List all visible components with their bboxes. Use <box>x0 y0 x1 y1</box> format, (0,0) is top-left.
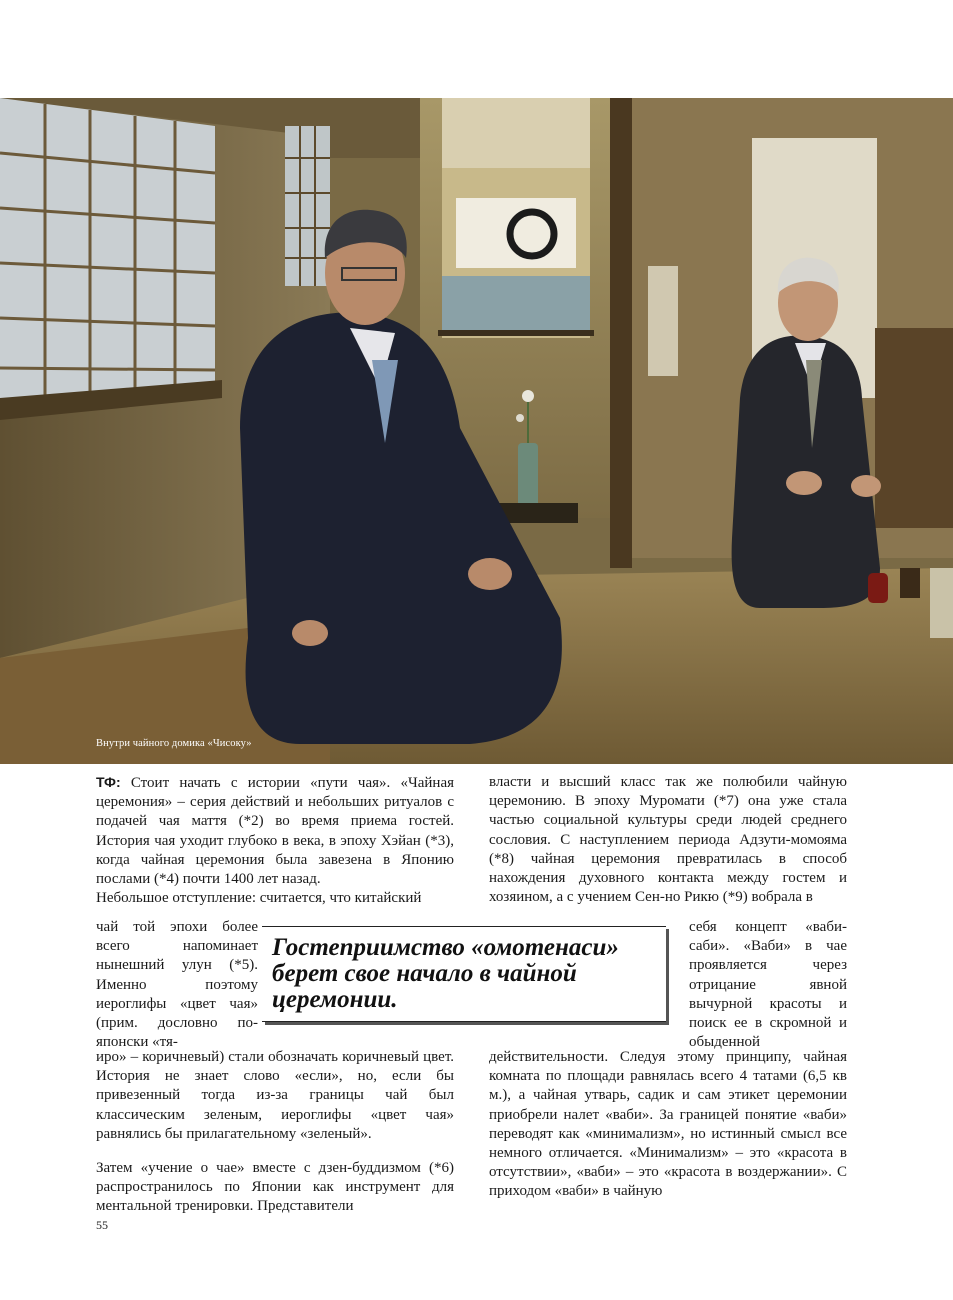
article-photo <box>0 98 953 764</box>
left-column-bottom <box>96 1033 454 1232</box>
right-column-bottom <box>489 1033 847 1217</box>
right-column-wrap: себя концепт «ваби-саби». «Ваби» в чае проявляется через отрицание явной вычурной красоты и поиск ее в скромной и обыденной <box>689 919 847 1051</box>
wabi-paragraph: действительности. Следуя этому принципу, чайная комната по площади равнялась всего 4 татами (6,5 кв м.), а чайная утварь, садик и сам этикет церемонии приобрели налет «ваби». За границей понятие «ваби» переводят как «минимализм», но истинный смысл все немного отличается. «Минимализм» – это «красота в отсутствии», «ваби» – это «красота в воздержании». С приходом «ваби» в чайную <box>489 1049 847 1200</box>
small-window <box>285 126 330 286</box>
interviewer-lead: ТФ: <box>96 774 121 790</box>
intro-paragraph <box>96 773 454 889</box>
zen-paragraph: Затем «учение о чае» вместе с дзен-буддизмом (*6) распространилось по Японии как инструмент для ментальной тренировки. Представители <box>96 1160 454 1215</box>
left-column-top <box>96 773 454 908</box>
intro-text: Стоит начать с истории «пути чая». «Чайная церемония» – серия действий и небольших ритуалов с подачей чая маття (*2) во время приема гостей. История чая уходит глубоко в века, в эпоху Хэйан (*3), когда чайная церемония была завезена в Японию послами (*4) почти 1400 лет назад. <box>96 775 455 888</box>
color-paragraph: иро» – коричневый) стали обозначать коричневый цвет. История не знает слово «если», но, если бы привезенный тогда из-за границы чай был классическим зеленым, иероглифы «цвет чая» равнялись бы прилагательному «зеленый». <box>96 1049 454 1142</box>
photo-caption: Внутри чайного домика «Чисоку» <box>96 738 252 749</box>
digression-line: Небольшое отступление: считается, что китайский <box>96 890 422 907</box>
right-column-top <box>489 773 847 907</box>
pull-quote: Гостеприимство «омотенаси» берет свое начало в чайной церемонии. <box>262 926 666 1022</box>
hanging-scroll <box>438 98 594 338</box>
history-paragraph: власти и высший класс так же полюбили чайную церемонию. В эпоху Муромати (*7) она уже стала частью социальной культуры среди людей среднего сословия. С наступлением периода Адзути-момояма (*8) чайная церемония превратилась в способ нахождения духовного контакта между гостем и хозяином, а с учением Сен-но Рикю (*9) вобрала в <box>489 774 847 906</box>
wooden-pillar <box>610 98 632 568</box>
page-number: 55 <box>96 1218 108 1232</box>
tearoom-photo <box>0 98 953 764</box>
left-column-wrap: чай той эпохи более всего напоминает нынешний улун (*5). Именно поэтому иероглифы «цвет чая» (прим. дословно по-японски «тя- <box>96 919 258 1051</box>
shoji-window <box>0 98 222 420</box>
